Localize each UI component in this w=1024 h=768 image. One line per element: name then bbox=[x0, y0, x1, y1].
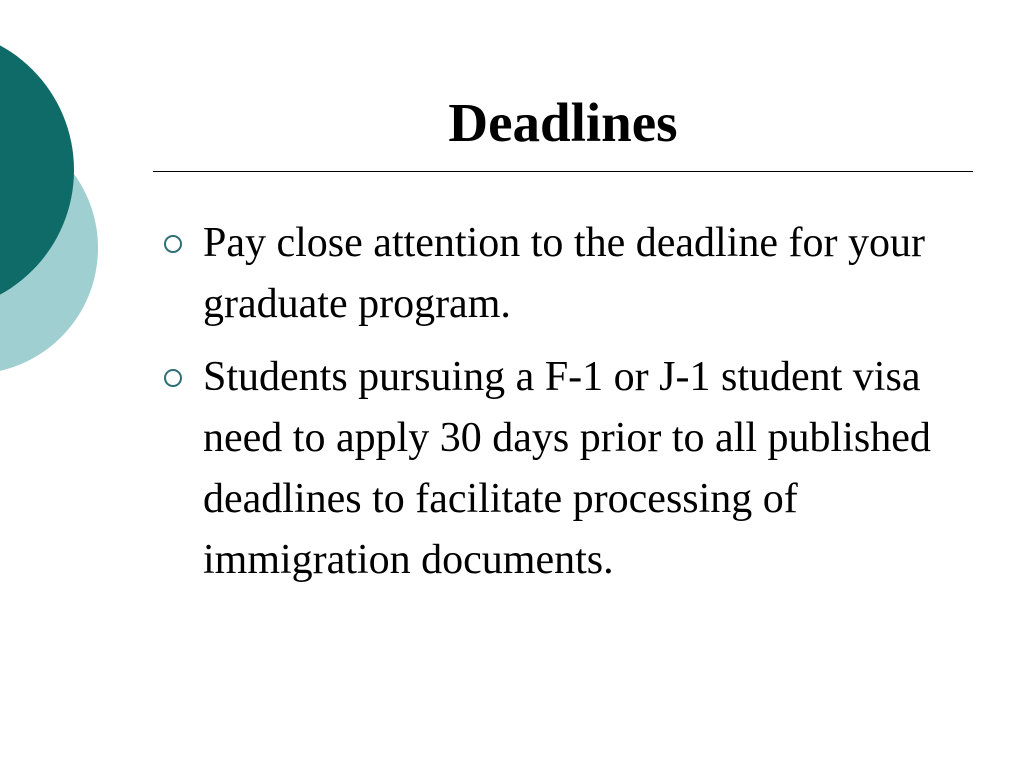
bullet-text: Pay close attention to the deadline for your graduate program. bbox=[203, 220, 925, 327]
decorative-circles bbox=[0, 0, 110, 420]
bullet-item bbox=[160, 213, 960, 335]
hollow-circle-bullet-icon bbox=[164, 369, 182, 387]
title-divider bbox=[153, 171, 973, 172]
bullet-text: Students pursuing a F-1 or J-1 student visa need to apply 30 days prior to all published deadlines to facilitate processing of immigration documents. bbox=[203, 354, 931, 583]
slide-title: Deadlines bbox=[448, 92, 678, 153]
hollow-circle-bullet-icon bbox=[164, 235, 182, 253]
bullet-list bbox=[160, 213, 960, 603]
bullet-item bbox=[160, 347, 960, 591]
